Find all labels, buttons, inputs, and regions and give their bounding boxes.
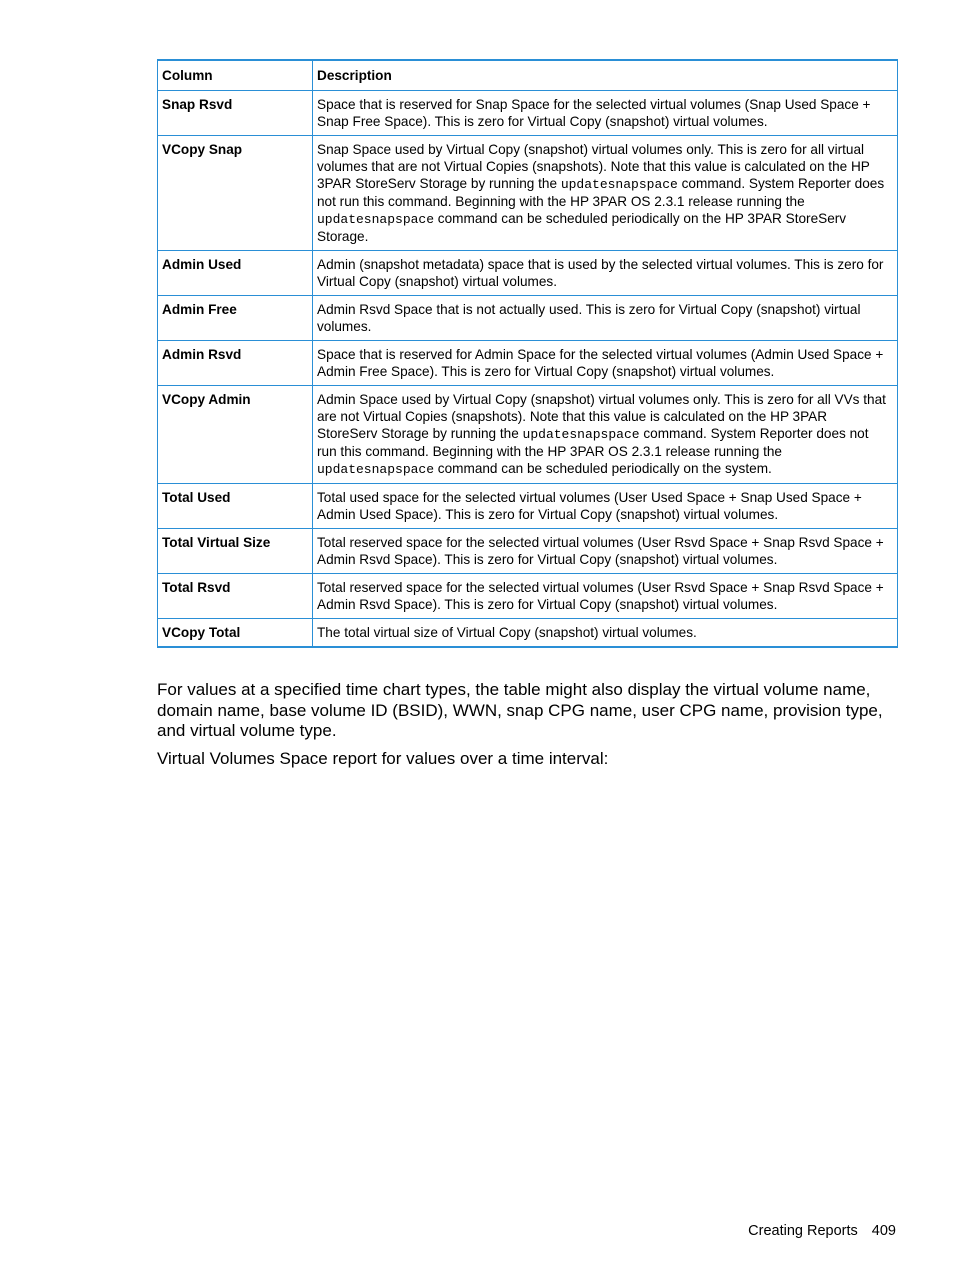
row-description xyxy=(313,386,898,484)
description-text: Admin Space used by Virtual Copy (snapshot) virtual volumes only. This is zero for all VVs that are not Virtual Copies (snapshots). Note that this value is calculated on the HP 3PAR StoreServ Storage by running the xyxy=(317,392,886,441)
row-term: Admin Free xyxy=(158,296,313,341)
table-row xyxy=(158,91,898,136)
row-term: VCopy Admin xyxy=(158,386,313,484)
row-description xyxy=(313,296,898,341)
row-term: Total Used xyxy=(158,484,313,529)
description-text: Space that is reserved for Admin Space for the selected virtual volumes (Admin Used Space + Admin Free Space). This is zero for Virtual Copy (snapshot) virtual volumes. xyxy=(317,347,884,379)
description-text: Total reserved space for the selected virtual volumes (User Rsvd Space + Snap Rsvd Space + Admin Rsvd Space). This is zero for Virtual Copy (snapshot) virtual volumes. xyxy=(317,580,884,612)
description-text: Total reserved space for the selected virtual volumes (User Rsvd Space + Snap Rsvd Space + Admin Rsvd Space). This is zero for Virtual Copy (snapshot) virtual volumes. xyxy=(317,535,884,567)
row-term: Snap Rsvd xyxy=(158,91,313,136)
page-number: 409 xyxy=(871,1223,896,1239)
header-column: Column xyxy=(158,60,313,91)
row-term: VCopy Snap xyxy=(158,136,313,251)
description-text: Admin Rsvd Space that is not actually used. This is zero for Virtual Copy (snapshot) virtual volumes. xyxy=(317,302,861,334)
row-term: Total Rsvd xyxy=(158,574,313,619)
column-description-table xyxy=(157,59,898,648)
row-description xyxy=(313,574,898,619)
description-text: The total virtual size of Virtual Copy (snapshot) virtual volumes. xyxy=(317,625,697,640)
description-text: Space that is reserved for Snap Space for the selected virtual volumes (Snap Used Space + Snap Free Space). This is zero for Virtual Copy (snapshot) virtual volumes. xyxy=(317,97,871,129)
row-description xyxy=(313,484,898,529)
description-text: Total used space for the selected virtual volumes (User Used Space + Snap Used Space + Admin Used Space). This is zero for Virtual Copy (snapshot) virtual volumes. xyxy=(317,490,862,522)
row-term: Admin Used xyxy=(158,251,313,296)
description-text: Snap Space used by Virtual Copy (snapshot) virtual volumes only. This is zero for all virtual volumes that are not Virtual Copies (snapshots). Note that this value is calculated on the HP 3PAR StoreServ Storage by running the xyxy=(317,142,870,191)
description-text: command. System Reporter does not run this command. Beginning with the HP 3PAR OS 2.3.1 release running the xyxy=(317,426,869,459)
row-description xyxy=(313,619,898,648)
page-footer xyxy=(748,1222,896,1240)
inline-code: updatesnapspace xyxy=(560,177,678,192)
description-text: Admin (snapshot metadata) space that is used by the selected virtual volumes. This is zero for Virtual Copy (snapshot) virtual volumes. xyxy=(317,257,884,289)
row-term: Total Virtual Size xyxy=(158,529,313,574)
table-row xyxy=(158,341,898,386)
table-row xyxy=(158,136,898,251)
table-row xyxy=(158,296,898,341)
description-text: command can be scheduled periodically on the system. xyxy=(434,461,772,476)
table-row xyxy=(158,529,898,574)
row-description xyxy=(313,529,898,574)
table-header-row xyxy=(158,60,898,91)
table-row xyxy=(158,574,898,619)
inline-code: updatesnapspace xyxy=(522,427,640,442)
row-term: VCopy Total xyxy=(158,619,313,648)
row-description xyxy=(313,136,898,251)
row-description xyxy=(313,251,898,296)
row-term: Admin Rsvd xyxy=(158,341,313,386)
description-text: command can be scheduled periodically on the HP 3PAR StoreServ Storage. xyxy=(317,211,847,244)
inline-code: updatesnapspace xyxy=(317,462,435,477)
table-row xyxy=(158,386,898,484)
table-row xyxy=(158,619,898,648)
row-description xyxy=(313,91,898,136)
table-row xyxy=(158,484,898,529)
row-description xyxy=(313,341,898,386)
paragraph-chart-types: For values at a specified time chart types, the table might also display the virtual volume name, domain name, base volume ID (BSID), WWN, snap CPG name, user CPG name, provision type, and virtual volume type. xyxy=(157,680,883,740)
footer-section-title: Creating Reports xyxy=(748,1223,858,1239)
inline-code: updatesnapspace xyxy=(317,212,435,227)
description-text: command. System Reporter does not run this command. Beginning with the HP 3PAR OS 2.3.1 release running the xyxy=(317,176,885,209)
header-description: Description xyxy=(313,60,898,91)
table-row xyxy=(158,251,898,296)
paragraph-time-interval: Virtual Volumes Space report for values over a time interval: xyxy=(157,749,609,768)
table-body xyxy=(158,91,898,648)
